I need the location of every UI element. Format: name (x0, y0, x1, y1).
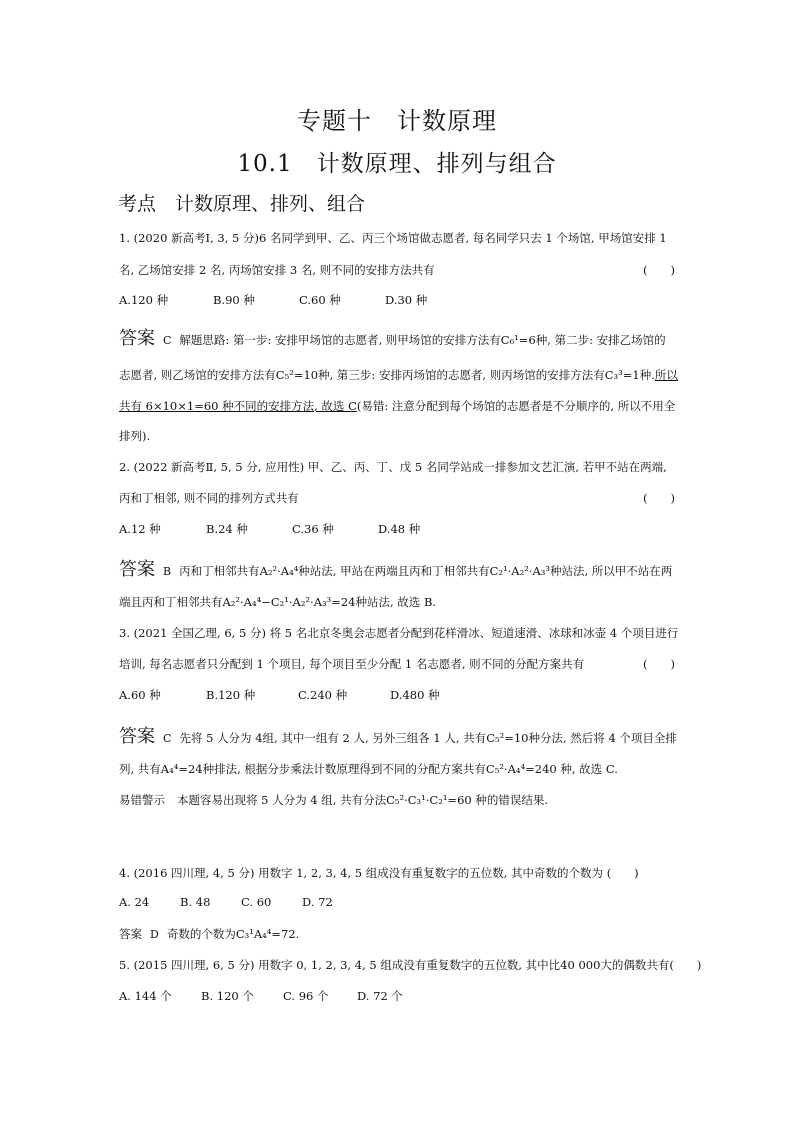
q5-options (119, 988, 403, 1004)
q1-option-a: A.120 种 (119, 293, 169, 307)
q3-option-d: D.480 种 (390, 688, 440, 702)
q1-explanation-3-underlined: 共有 6×10×1=60 种不同的安排方法, 故选 C (119, 399, 357, 413)
q1-stem-text: 名, 乙场馆安排 2 名, 丙场馆安排 3 名, 则不同的安排方法共有 (119, 263, 435, 277)
q4-answer-label: 答案 (119, 927, 142, 941)
q1-explanation-1: 解题思路: 第一步: 安排甲场馆的志愿者, 则甲场馆的安排方法有C₆¹=6种, 第二步: 安排乙场馆的 (179, 333, 666, 347)
q2-stem-line2 (119, 490, 675, 506)
q2-stem-text: 丙和丁相邻, 则不同的排列方式共有 (119, 491, 299, 505)
q3-stem-text: 培训, 每名志愿者只分配到 1 个项目, 每个项目至少分配 1 名志愿者, 则不同的分配方案共有 (119, 657, 585, 671)
q4-answer-letter: D (150, 928, 159, 941)
q4-option-b: B. 48 (180, 895, 211, 909)
q2-option-d: D.48 种 (378, 522, 421, 536)
q3-error-note-body: 本题容易出现将 5 人分为 4 组, 共有分法C₅²·C₃¹·C₂¹=60 种的错误结果. (177, 793, 549, 807)
q5-option-c: C. 96 个 (283, 989, 329, 1003)
q4-options (119, 895, 333, 909)
q3-stem-line1: 3. (2021 全国乙理, 6, 5 分) 将 5 名北京冬奥会志愿者分配到花样滑冰、短道速滑、冰球和冰壶 4 个项目进行 (119, 626, 679, 640)
q3-answer-blank: ( ) (643, 657, 675, 671)
q3-error-note (119, 792, 548, 808)
q4-answer (119, 926, 299, 942)
q2-explanation-1: 丙和丁相邻共有A₂²·A₄⁴种站法, 甲站在两端且丙和丁相邻共有C₂¹·A₂²·A₃³种站法, 所以甲不站在两 (179, 564, 673, 578)
q5-option-b: B. 120 个 (201, 989, 254, 1003)
q1-option-c: C.60 种 (299, 293, 341, 307)
q3-answer-line1 (119, 722, 677, 748)
kaodian-heading: 考点 计数原理、排列、组合 (118, 193, 366, 215)
q1-explanation-2b: 所以 (654, 368, 678, 382)
q4-option-a: A. 24 (119, 895, 150, 909)
q4-stem-line1: 4. (2016 四川理, 4, 5 分) 用数字 1, 2, 3, 4, 5 组成没有重复数字的五位数, 其中奇数的个数为 ( ) (119, 866, 639, 880)
q2-option-b: B.24 种 (206, 522, 248, 536)
q3-explanation-1: 先将 5 人分为 4组, 其中一组有 2 人, 另外三组各 1 人, 共有C₅²=10种分法, 然后将 4 个项目全排 (179, 731, 677, 745)
q1-explanation-2a: 志愿者, 则乙场馆的安排方法有C₅²=10种, 第三步: 安排丙场馆的志愿者, 则丙场馆的安排方法有C₃³=1种. (119, 368, 655, 382)
q4-explanation: 奇数的个数为C₃¹A₄⁴=72. (166, 927, 300, 941)
q3-option-b: B.120 种 (206, 688, 256, 702)
q2-options (119, 521, 420, 537)
q1-option-d: D.30 种 (385, 293, 428, 307)
q5-option-d: D. 72 个 (357, 989, 403, 1003)
q2-answer-label: 答案 (119, 559, 155, 580)
q1-answer-line3 (119, 398, 675, 414)
q2-explanation-2: 端且丙和丁相邻共有A₂²·A₄⁴−C₂¹·A₂²·A₃³=24种站法, 故选 B. (119, 595, 437, 609)
q1-answer-letter: C (163, 334, 172, 347)
q3-stem-line2 (119, 656, 675, 672)
section-title: 10.1 计数原理、排列与组合 (237, 151, 557, 177)
q1-answer-line2 (119, 367, 678, 383)
q2-option-a: A.12 种 (119, 522, 161, 536)
q3-option-a: A.60 种 (119, 688, 161, 702)
q2-answer-letter: B (163, 565, 172, 578)
q2-stem-line1: 2. (2022 新高考Ⅱ, 5, 5 分, 应用性) 甲、乙、丙、丁、戊 5 名同学站成一排参加文艺汇演, 若甲不站在两端, (119, 460, 667, 474)
q2-option-c: C.36 种 (292, 522, 334, 536)
q1-explanation-4: 排列). (119, 429, 151, 443)
q3-answer-label: 答案 (119, 726, 155, 747)
q1-explanation-3-rest: (易错: 注意分配到每个场馆的志愿者是不分顺序的, 所以不用全 (356, 399, 676, 413)
q3-explanation-2: 列, 共有A₄⁴=24种排法, 根据分步乘法计数原理得到不同的分配方案共有C₅²·A₄⁴=240 种, 故选 C. (119, 762, 618, 776)
q1-answer-blank: ( ) (643, 263, 675, 277)
q1-answer-line1 (119, 324, 666, 350)
q2-answer-line1 (119, 555, 672, 581)
q1-stem-line2 (119, 262, 675, 278)
q3-option-c: C.240 种 (298, 688, 348, 702)
q5-option-a: A. 144 个 (119, 989, 172, 1003)
q3-answer-letter: C (163, 732, 172, 745)
q4-option-c: C. 60 (241, 895, 272, 909)
q1-option-b: B.90 种 (213, 293, 255, 307)
q1-options (119, 292, 427, 308)
q3-options (119, 687, 440, 703)
q1-stem-line1: 1. (2020 新高考Ⅰ, 3, 5 分)6 名同学到甲、乙、丙三个场馆做志愿者, 每名同学只去 1 个场馆, 甲场馆安排 1 (119, 231, 667, 245)
q4-option-d: D. 72 (302, 895, 333, 909)
q1-answer-label: 答案 (119, 328, 155, 349)
q2-answer-blank: ( ) (643, 491, 675, 505)
q3-error-note-head: 易错警示 (119, 793, 165, 807)
topic-title: 专题十 计数原理 (297, 107, 497, 135)
q5-stem-line1: 5. (2015 四川理, 6, 5 分) 用数字 0, 1, 2, 3, 4, 5 组成没有重复数字的五位数, 其中比40 000大的偶数共有( ) (119, 958, 702, 972)
